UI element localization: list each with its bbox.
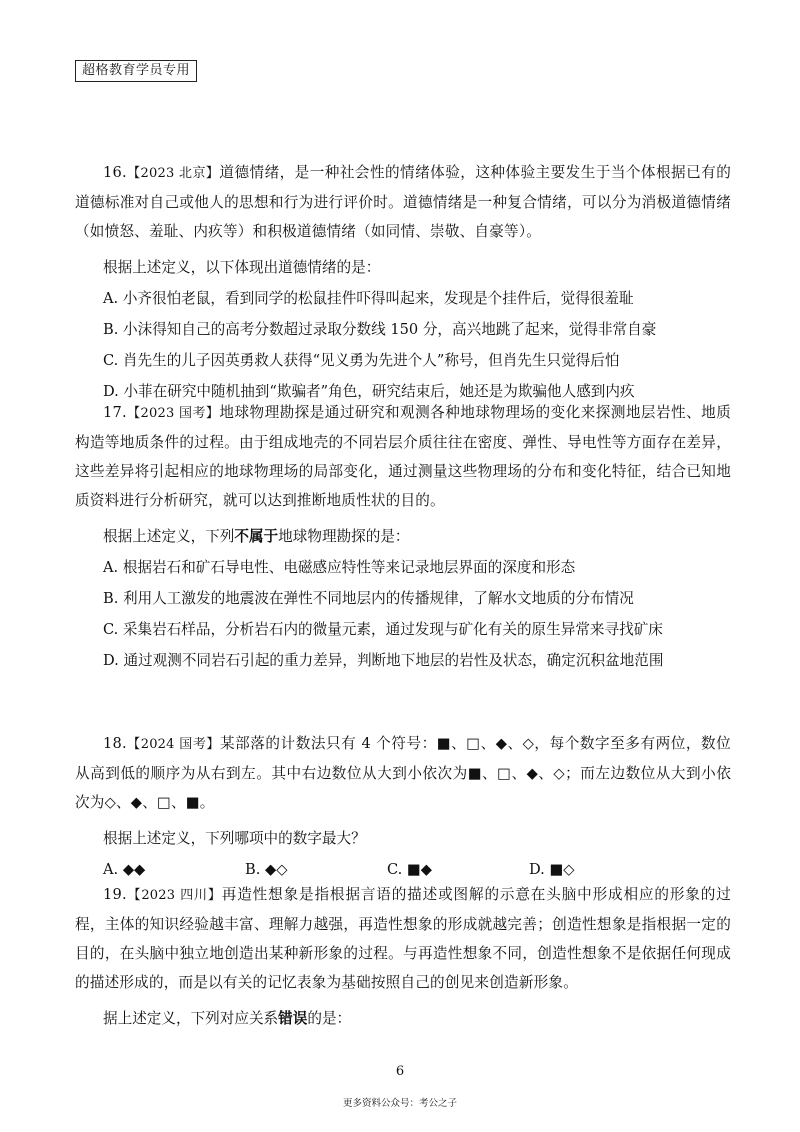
option-c: C. ■◆ bbox=[387, 861, 432, 878]
question-source: 【2023 国考】 bbox=[126, 406, 220, 421]
question-prompt bbox=[75, 1009, 731, 1029]
question-17 bbox=[75, 398, 731, 671]
question-19 bbox=[75, 880, 731, 1029]
options-row bbox=[75, 860, 731, 880]
question-source: 【2024 国考】 bbox=[126, 737, 220, 752]
stem-text: 再造性想象是指根据言语的描述或图解的示意在头脑中形成相应的形象的过程，主体的知识经验越丰富、理解力越强，再造性想象的形成就越完善；创造性想象是指根据一定的目的，在头脑中独立地创造出某种新形象的过程。与再造性想象不同，创造性想象不是依据任何现成的描述形成的，而是以有关的记忆表象为基础按照自己的创见来创造新形象。 bbox=[75, 886, 731, 991]
question-stem bbox=[75, 398, 731, 515]
question-number: 16. bbox=[103, 164, 127, 181]
option-a: A. 根据岩石和矿石导电性、电磁感应特性等来记录地层界面的深度和形态 bbox=[103, 559, 576, 576]
prompt-text: 根据上述定义，下列 bbox=[103, 528, 235, 545]
prompt-emphasis: 错误 bbox=[278, 1010, 308, 1027]
page-number: 6 bbox=[395, 1064, 405, 1079]
prompt-text-end: 地球物理勘探的是： bbox=[278, 528, 410, 545]
question-prompt: 根据上述定义，以下体现出道德情绪的是： bbox=[103, 259, 381, 276]
question-stem bbox=[75, 880, 731, 997]
question-source: 【2023 四川】 bbox=[126, 888, 222, 903]
stem-text: 道德情绪，是一种社会性的情绪体验，这种体验主要发生于当个体根据已有的道德标准对自己或他人的思想和行为进行评价时。道德情绪是一种复合情绪，可以分为消极道德情绪（如愤怒、羞耻、内疚等）和积极道德情绪（如同情、崇敬、自豪等）。 bbox=[75, 164, 731, 240]
prompt-text-end: 的是： bbox=[307, 1010, 352, 1027]
question-source: 【2023 北京】 bbox=[126, 166, 220, 181]
question-prompt bbox=[75, 527, 731, 547]
stem-text: 地球物理勘探是通过研究和观测各种地球物理场的变化来探测地层岩性、地质构造等地质条件的过程。由于组成地壳的不同岩层介质往往在密度、弹性、导电性等方面存在差异，这些差异将引起相应的地球物理场的局部变化，通过测量这些物理场的分布和变化特征，结合已知地质资料进行分析研究，就可以达到推断地质性状的目的。 bbox=[75, 404, 731, 509]
question-16 bbox=[75, 158, 731, 402]
question-number: 19. bbox=[103, 886, 127, 903]
option-d: D. ■◇ bbox=[529, 861, 575, 878]
watermark-stamp: 超格教育学员专用 bbox=[75, 60, 197, 82]
question-stem bbox=[75, 158, 731, 246]
question-stem bbox=[75, 729, 731, 817]
option-b: B. ◆◇ bbox=[245, 861, 288, 878]
question-18 bbox=[75, 729, 731, 880]
option-c: C. 肖先生的儿子因英勇救人获得“见义勇为先进个人”称号，但肖先生只觉得后怕 bbox=[103, 352, 620, 369]
option-b: B. 利用人工激发的地震波在弹性不同地层内的传播规律，了解水文地质的分布情况 bbox=[103, 590, 634, 607]
question-prompt: 根据上述定义，下列哪项中的数字最大？ bbox=[103, 830, 366, 847]
question-number: 17. bbox=[103, 404, 127, 421]
option-a: A. 小齐很怕老鼠，看到同学的松鼠挂件吓得叫起来，发现是个挂件后，觉得很羞耻 bbox=[103, 290, 634, 307]
option-d: D. 通过观测不同岩石引起的重力差异，判断地下地层的岩性及状态，确定沉积盆地范围 bbox=[103, 652, 664, 669]
option-a: A. ◆◆ bbox=[103, 861, 146, 878]
option-b: B. 小沫得知自己的高考分数超过录取分数线 150 分，高兴地跳了起来，觉得非常自豪 bbox=[103, 321, 657, 338]
stem-text: 某部落的计数法只有 4 个符号：■、□、◆、◇，每个数字至多有两位，数位从高到低的顺序为从右到左。其中右边数位从大到小依次为■、□、◆、◇；而左边数位从大到小依次为◇、◆、□、■。 bbox=[75, 735, 731, 811]
prompt-emphasis: 不属于 bbox=[234, 528, 279, 545]
prompt-text: 据上述定义，下列对应关系 bbox=[103, 1010, 279, 1027]
question-number: 18. bbox=[103, 735, 127, 752]
option-d: D. 小菲在研究中随机抽到“欺骗者”角色，研究结束后，她还是为欺骗他人感到内疚 bbox=[103, 383, 635, 400]
footer-note: 更多资料公众号：考公之子 bbox=[342, 1098, 457, 1109]
option-c: C. 采集岩石样品，分析岩石内的微量元素，通过发现与矿化有关的原生异常来寻找矿床 bbox=[103, 621, 663, 638]
